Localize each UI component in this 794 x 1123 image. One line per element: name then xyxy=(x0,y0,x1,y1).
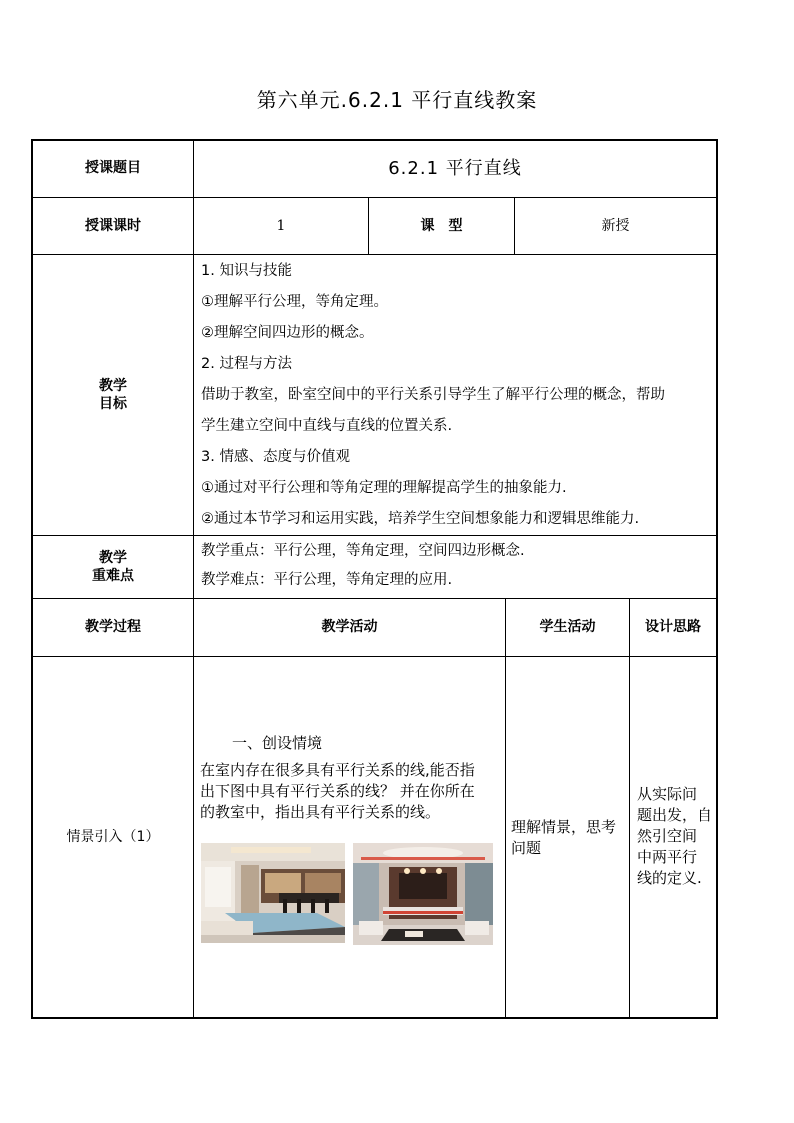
scene-heading: 一、创设情境 xyxy=(232,734,323,752)
goals-line: 3. 情感、态度与价值观 xyxy=(201,449,350,465)
keypoints-line: 教学重点：平行公理，等角定理，空间四边形概念. xyxy=(201,543,525,559)
topic-label: 授课题目 xyxy=(85,160,141,177)
header-activity: 教学活动 xyxy=(321,619,378,636)
topic-value: 6.2.1 平行直线 xyxy=(388,157,522,179)
keypoints-content xyxy=(201,542,713,597)
keypoints-label xyxy=(33,536,193,598)
goals-line: ②理解空间四边形的概念。 xyxy=(201,325,374,341)
period-value: 1 xyxy=(276,217,286,234)
design-idea-line: 然引空间 xyxy=(637,827,698,845)
design-idea-line: 中两平行 xyxy=(637,848,698,866)
goals-line: ②通过本节学习和运用实践，培养学生空间想象能力和逻辑思维能力. xyxy=(201,511,640,527)
design-idea-line: 从实际问 xyxy=(637,785,698,803)
scene-text-line: 在室内存在很多具有平行关系的线,能否指 xyxy=(200,761,475,779)
goals-line: 1. 知识与技能 xyxy=(201,263,292,279)
page-title: 第六单元.6.2.1 平行直线教案 xyxy=(256,88,538,112)
goals-line: 借助于教室，卧室空间中的平行关系引导学生了解平行公理的概念，帮助 xyxy=(201,387,665,403)
keypoints-label-line1: 教学 xyxy=(99,549,127,566)
scene-label: 情景引入（1） xyxy=(66,828,160,845)
design-idea xyxy=(637,784,717,894)
header-process: 教学过程 xyxy=(85,619,141,636)
goals-content xyxy=(201,262,713,534)
goals-label-line2: 目标 xyxy=(99,396,127,412)
type-value: 新授 xyxy=(601,217,630,234)
student-activity-line: 理解情景，思考 xyxy=(511,818,617,836)
period-label: 授课课时 xyxy=(85,217,141,234)
header-student: 学生活动 xyxy=(539,619,596,636)
goals-label-line1: 教学 xyxy=(99,377,127,394)
type-label: 课 型 xyxy=(420,217,463,234)
scene-text xyxy=(200,760,505,822)
goals-label xyxy=(33,255,193,535)
goals-line: 2. 过程与方法 xyxy=(201,356,292,372)
goals-line: ①理解平行公理，等角定理。 xyxy=(201,294,388,310)
student-activity-line: 问题 xyxy=(511,839,542,857)
scene-text-line: 出下图中具有平行关系的线？ 并在你所在 xyxy=(200,782,475,800)
header-design: 设计思路 xyxy=(645,619,701,636)
keypoints-line: 教学难点：平行公理，等角定理的应用. xyxy=(201,572,453,588)
goals-line: 学生建立空间中直线与直线的位置关系. xyxy=(201,418,453,434)
keypoints-label-line2: 重难点 xyxy=(92,568,134,584)
design-idea-line: 线的定义. xyxy=(637,869,702,887)
design-idea-line: 题出发，自 xyxy=(637,806,713,824)
interior-photo-dining xyxy=(201,843,345,943)
goals-line: ①通过对平行公理和等角定理的理解提高学生的抽象能力. xyxy=(201,480,567,496)
student-activity xyxy=(511,817,629,861)
interior-photo-living xyxy=(353,843,493,945)
scene-text-line: 的教室中，指出具有平行关系的线。 xyxy=(200,803,441,821)
